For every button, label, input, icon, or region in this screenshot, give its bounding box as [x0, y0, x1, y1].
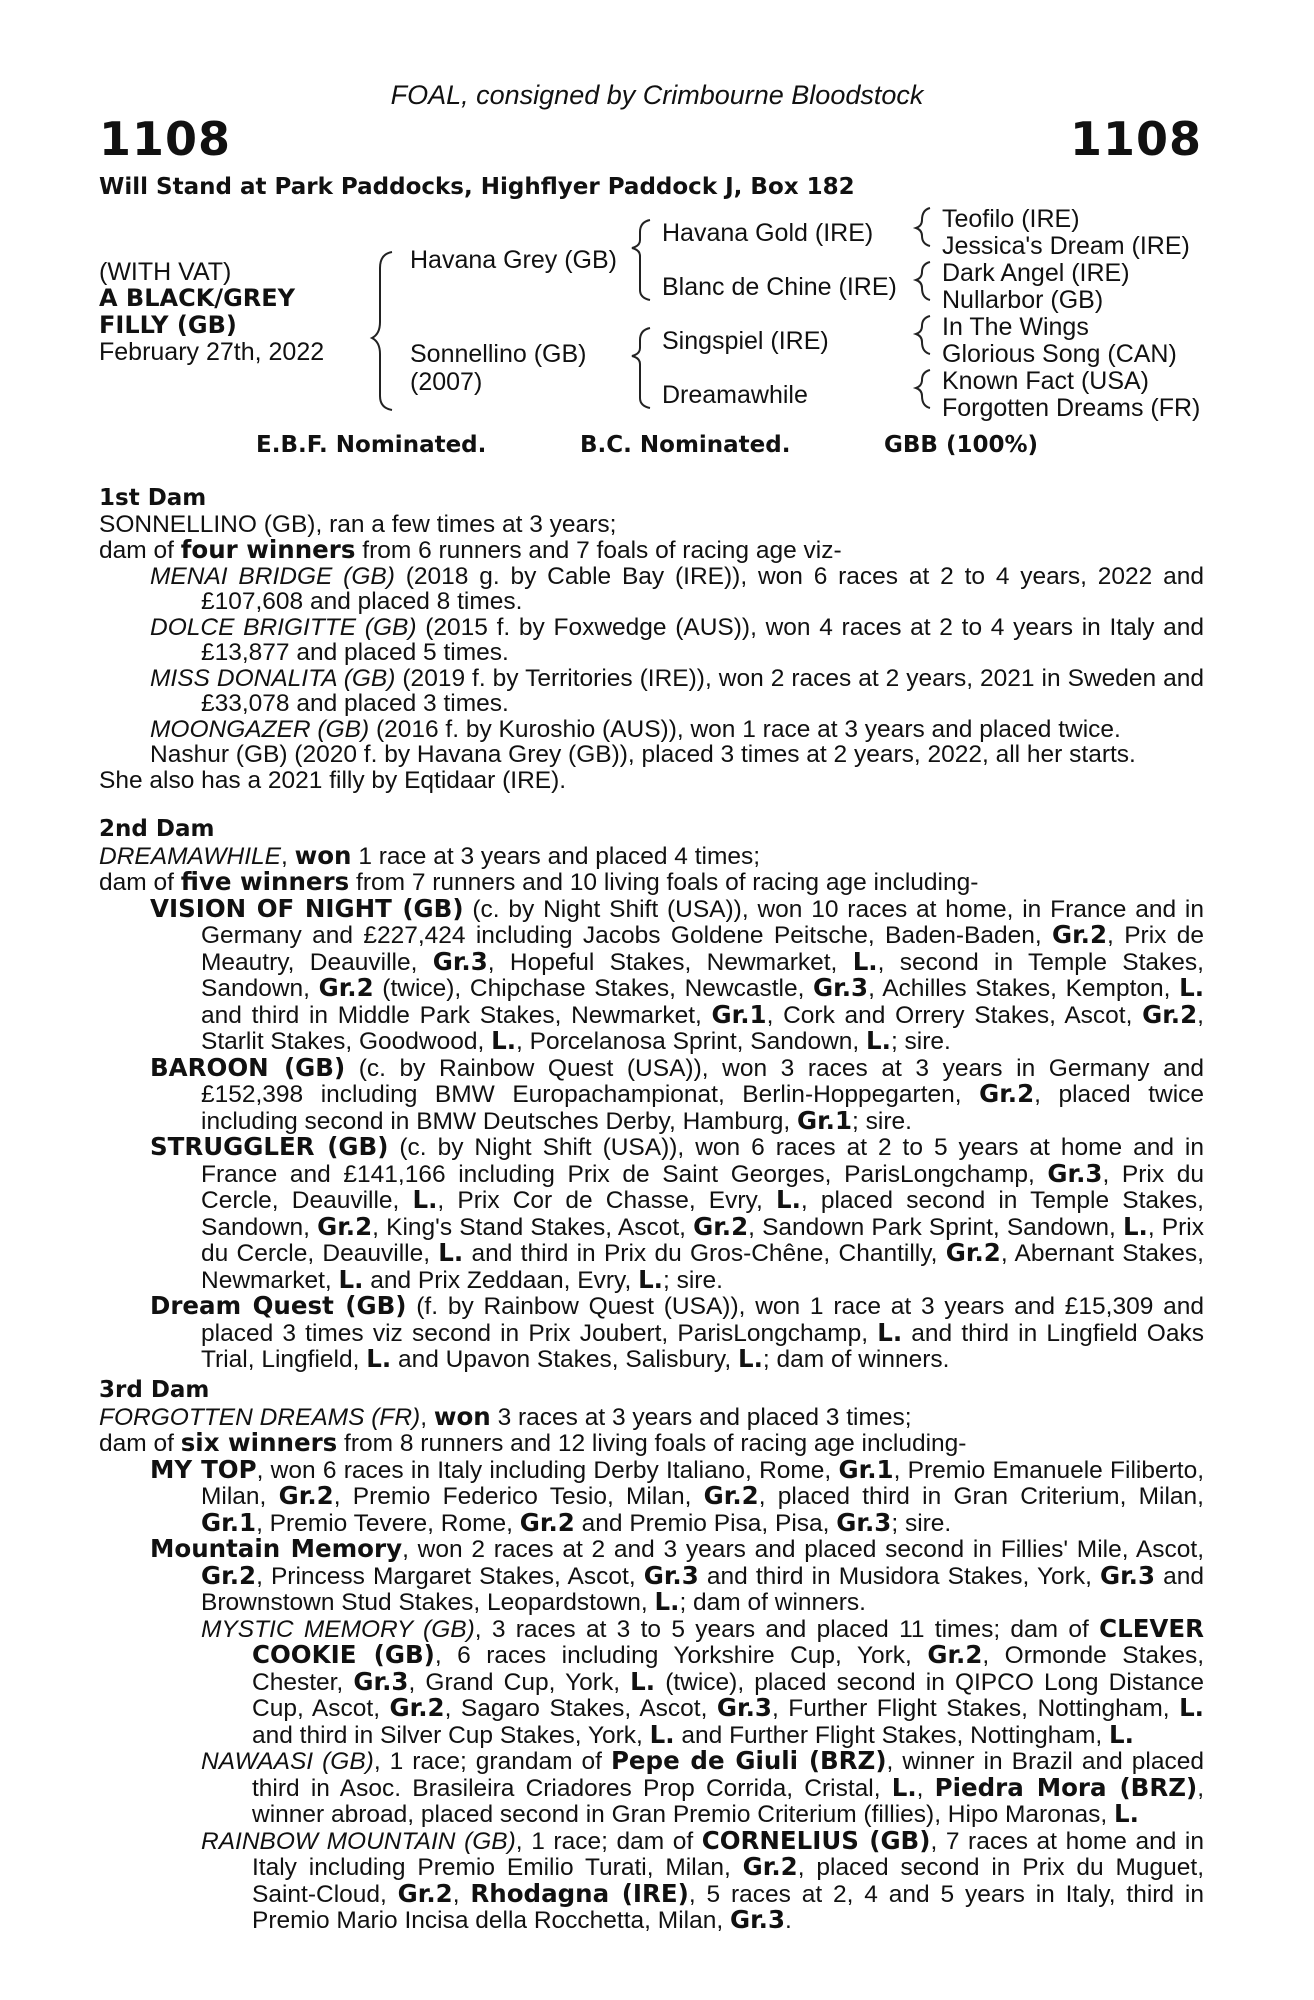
brace-sd [916, 262, 930, 300]
produce-entry: STRUGGLER (GB) (c. by Night Shift (USA)), won 6 races at 2 to 5 years at home and in France and £141,166 including Prix de Saint Georges, ParisLongchamp, Gr.3, Prix du Cercle, Deauville, L., Prix Cor de Chasse, Evry, L., placed second in Temple Stakes, Sandown, Gr.2, King's Stand Stakes, Ascot, Gr.2, Sandown Park Sprint, Sandown, L., Prix du Cercle, Deauville, L. and third in Prix du Gros-Chêne, Chantilly, Gr.2, Abernant Stakes, Newmarket, L. and Prix Zeddaan, Evry, L.; sire. [150, 1132, 1204, 1294]
ebf-nomination: E.B.F. Nominated. [256, 432, 487, 458]
brace-ds [916, 316, 930, 354]
first-dam-line: SONNELLINO (GB), ran a few times at 3 years; [99, 510, 617, 538]
main-brace [372, 252, 392, 410]
brace-dd [916, 370, 930, 408]
stand-location: Will Stand at Park Paddocks, Highflyer Paddock J, Box 182 [99, 174, 855, 200]
produce-entry: NAWAASI (GB), 1 race; grandam of Pepe de Giuli (BRZ), winner in Brazil and placed third in Asoc. Brasileira Criadores Prop Corrida, Cristal, L., Piedra Mora (BRZ), winner abroad, placed second in Gran Premio Criterium (fillies), Hipo Maronas, L. [201, 1746, 1204, 1828]
pedigree-sdd: Nullarbor (GB) [942, 286, 1104, 314]
pedigree-ddd: Forgotten Dreams (FR) [942, 394, 1201, 422]
lot-description-1: A BLACK/GREY [99, 284, 296, 312]
first-dam-closing: She also has a 2021 filly by Eqtidaar (IRE). [99, 766, 567, 794]
sire-name: Havana Grey (GB) [410, 246, 618, 274]
pedigree-dss: In The Wings [942, 313, 1089, 341]
produce-entry: MISS DONALITA (GB) (2019 f. by Territories (IRE)), won 2 races at 2 years, 2021 in Sweden and £33,078 and placed 3 times. [150, 664, 1204, 717]
consignment-line: FOAL, consigned by Crimbourne Bloodstock [390, 80, 924, 110]
produce-entry: MOONGAZER (GB) (2016 f. by Kuroshio (AUS)), won 1 race at 3 years and placed twice. [150, 715, 1121, 743]
second-dam-line: DREAMAWHILE, won 1 race at 3 years and placed 4 times; [99, 840, 761, 870]
second-dam-section [99, 817, 1204, 1373]
first-dam-produce-line: dam of four winners from 6 runners and 7 foals of racing age viz- [99, 535, 842, 564]
dam-year: (2007) [410, 368, 483, 396]
dam-dam: Dreamawhile [662, 381, 808, 409]
dam-sire: Singspiel (IRE) [662, 327, 829, 355]
lot-number-left: 1108 [99, 112, 232, 166]
first-dam-section [99, 486, 1204, 793]
dam-name: Sonnellino (GB) [410, 340, 587, 368]
produce-entry: Dream Quest (GB) (f. by Rainbow Quest (USA)), won 1 race at 3 years and £15,309 and placed 3 times viz second in Prix Joubert, ParisLongchamp, L. and third in Lingfield Oaks Trial, Lingfield, L. and Upavon Stakes, Salisbury, L.; dam of winners. [150, 1291, 1204, 1373]
produce-entry: VISION OF NIGHT (GB) (c. by Night Shift (USA)), won 10 races at home, in France and in Germany and £227,424 including Jacobs Goldene Peitsche, Baden-Baden, Gr.2, Prix de Meautry, Deauville, Gr.3, Hopeful Stakes, Newmarket, L., second in Temple Stakes, Sandown, Gr.2 (twice), Chipchase Stakes, Newcastle, Gr.3, Achilles Stakes, Kempton, L. and third in Middle Park Stakes, Newmarket, Gr.1, Cork and Orrery Stakes, Ascot, Gr.2, Starlit Stakes, Goodwood, L., Porcelanosa Sprint, Sandown, L.; sire. [150, 893, 1204, 1055]
produce-entry: MY TOP, won 6 races in Italy including Derby Italiano, Rome, Gr.1, Premio Emanuele Filiberto, Milan, Gr.2, Premio Federico Tesio, Milan, Gr.2, placed third in Gran Criterium, Milan, Gr.1, Premio Tevere, Rome, Gr.2 and Premio Pisa, Pisa, Gr.3; sire. [150, 1454, 1205, 1537]
brace-ss [916, 208, 930, 246]
third-dam-line: FORGOTTEN DREAMS (FR), won 3 races at 3 years and placed 3 times; [99, 1401, 912, 1431]
lot-description-2: FILLY (GB) [99, 311, 237, 339]
third-dam-produce-line: dam of six winners from 8 runners and 12 living foals of racing age including- [99, 1428, 967, 1457]
sire-brace [632, 220, 650, 300]
first-dam-title: 1st Dam [99, 485, 207, 511]
lot-number-right: 1108 [1069, 112, 1202, 166]
foaling-date: February 27th, 2022 [99, 338, 325, 366]
dam-brace [632, 328, 650, 408]
pedigree-dds: Known Fact (USA) [942, 367, 1150, 395]
produce-entry: MENAI BRIDGE (GB) (2018 g. by Cable Bay (IRE)), won 6 races at 2 to 4 years, 2022 and £107,608 and placed 8 times. [150, 562, 1205, 615]
produce-entry: BAROON (GB) (c. by Rainbow Quest (USA)), won 3 races at 3 years in Germany and £152,398 including BMW Europachampionat, Berlin-Hoppegarten, Gr.2, placed twice including second in BMW Deutsches Derby, Hamburg, Gr.1; sire. [150, 1052, 1205, 1135]
vat-label: (WITH VAT) [99, 258, 232, 286]
gbb-status: GBB (100%) [884, 432, 1039, 458]
produce-entry: RAINBOW MOUNTAIN (GB), 1 race; dam of CORNELIUS (GB), 7 races at home and in Italy including Premio Emilio Turati, Milan, Gr.2, placed second in Prix du Muguet, Saint-Cloud, Gr.2, Rhodagna (IRE), 5 races at 2, 4 and 5 years in Italy, third in Premio Mario Incisa della Rocchetta, Milan, Gr.3. [201, 1825, 1204, 1934]
pedigree-dsd: Glorious Song (CAN) [942, 340, 1177, 368]
pedigree-ssd: Jessica's Dream (IRE) [942, 232, 1190, 260]
pedigree-sds: Dark Angel (IRE) [942, 259, 1130, 287]
pedigree-sss: Teofilo (IRE) [942, 205, 1080, 233]
produce-entry: Mountain Memory, won 2 races at 2 and 3 years and placed second in Fillies' Mile, Ascot, Gr.2, Princess Margaret Stakes, Ascot, Gr.3 and third in Musidora Stakes, York, Gr.3 and Brownstown Stud Stakes, Leopardstown, L.; dam of winners. [150, 1534, 1205, 1616]
sire-dam: Blanc de Chine (IRE) [662, 273, 897, 301]
bc-nomination: B.C. Nominated. [580, 432, 791, 458]
produce-entry: DOLCE BRIGITTE (GB) (2015 f. by Foxwedge (AUS)), won 4 races at 2 to 4 years in Italy and £13,877 and placed 5 times. [150, 613, 1204, 666]
second-dam-produce-line: dam of five winners from 7 runners and 10 living foals of racing age including- [99, 867, 979, 896]
produce-entry: Nashur (GB) (2020 f. by Havana Grey (GB)), placed 3 times at 2 years, 2022, all her starts. [150, 741, 1136, 768]
second-dam-title: 2nd Dam [99, 816, 215, 842]
produce-entry: MYSTIC MEMORY (GB), 3 races at 3 to 5 years and placed 11 times; dam of CLEVER COOKIE (GB), 6 races including Yorkshire Cup, York, Gr.2, Ormonde Stakes, Chester, Gr.3, Grand Cup, York, L. (twice), placed second in QIPCO Long Distance Cup, Ascot, Gr.2, Sagaro Stakes, Ascot, Gr.3, Further Flight Stakes, Nottingham, L. and third in Silver Cup Stakes, York, L. and Further Flight Stakes, Nottingham, L. [201, 1613, 1204, 1749]
third-dam-title: 3rd Dam [99, 1377, 210, 1403]
third-dam-section [99, 1378, 1204, 1934]
sire-sire: Havana Gold (IRE) [662, 219, 874, 247]
